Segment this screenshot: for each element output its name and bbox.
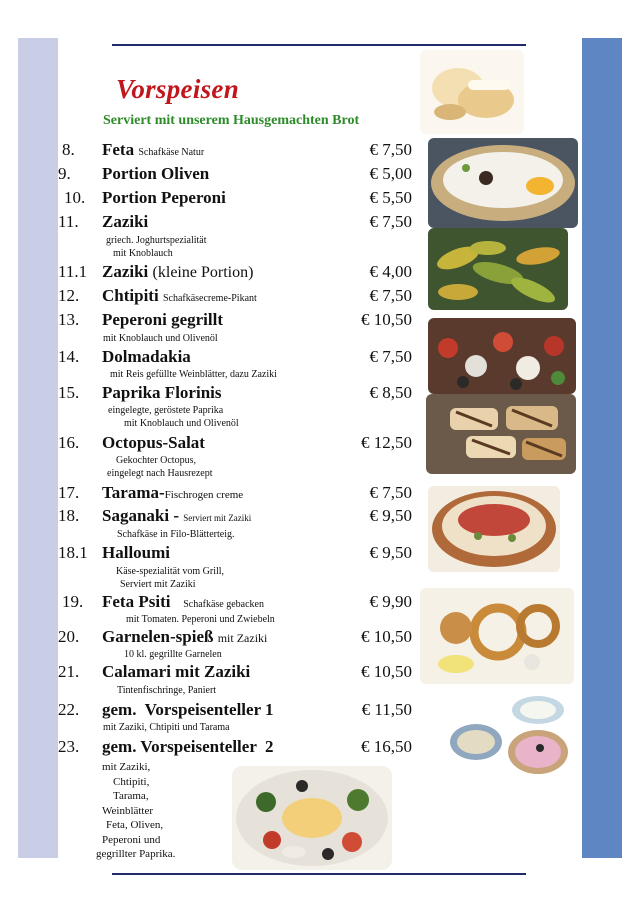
item-price: € 9,50 xyxy=(369,543,412,562)
menu-item-11-1 xyxy=(0,262,430,286)
item-number: 18.1 xyxy=(58,543,88,562)
item-price: € 7,50 xyxy=(369,483,412,502)
tarama-dish-photo xyxy=(428,486,560,572)
item-description: mit Reis gefüllte Weinblätter, dazu Zaziki xyxy=(110,369,277,380)
description-line: Chtipiti, xyxy=(113,775,150,788)
description-line: Peperoni und xyxy=(102,833,161,846)
menu-item-18 xyxy=(0,506,430,530)
item-description: Serviert mit Zaziki xyxy=(120,579,196,590)
page-subtitle: Serviert mit unserem Hausgemachten Brot xyxy=(103,113,360,128)
item-description: Käse-spezialität vom Grill, xyxy=(116,566,225,577)
item-price: € 7,50 xyxy=(369,140,412,159)
item-name: Calamari mit Zaziki xyxy=(102,662,251,681)
item-name: Garnelen-spieß xyxy=(102,627,214,646)
item-price: € 7,50 xyxy=(369,347,412,366)
menu-item-13 xyxy=(0,310,430,334)
grilled-peppers-photo xyxy=(428,228,568,310)
item-price: € 7,50 xyxy=(369,286,412,305)
item-price: € 12,50 xyxy=(361,433,412,452)
calamari-photo xyxy=(420,588,574,684)
item-price: € 10,50 xyxy=(361,627,412,646)
octopus-salad-photo xyxy=(428,318,576,394)
item-description: Schafkäse in Filo-Blätterteig. xyxy=(117,529,235,540)
item-description: mit Tomaten. Peperoni und Zwiebeln xyxy=(126,614,275,625)
item-note: Fischrogen creme xyxy=(164,489,244,501)
item-price: € 5,00 xyxy=(369,164,412,183)
item-description: 10 kl. gegrillte Garnelen xyxy=(124,649,222,660)
item-price: € 7,50 xyxy=(369,212,412,231)
item-name: Feta Psiti xyxy=(102,592,171,611)
item-number: 17. xyxy=(58,483,80,502)
menu-item-23 xyxy=(0,737,430,761)
page-title: Vorspeisen xyxy=(116,74,240,104)
menu-item-21 xyxy=(0,662,430,686)
menu-item-16 xyxy=(0,433,430,457)
item-description: mit Knoblauch xyxy=(113,248,173,259)
item-price: € 9,50 xyxy=(369,506,412,525)
item-price: € 4,00 xyxy=(369,262,412,281)
item-note: mit Zaziki xyxy=(217,631,268,645)
item-note: Serviert mit Zaziki xyxy=(183,513,252,523)
item-description: mit Zaziki, Chtipiti und Tarama xyxy=(103,722,230,733)
item-name: Feta xyxy=(102,140,135,159)
item-name: Octopus-Salat xyxy=(102,433,205,452)
description-line: gegrillter Paprika. xyxy=(96,848,176,860)
item-number: 22. xyxy=(58,700,80,719)
mezze-platter-photo xyxy=(232,766,392,870)
item-name: Zaziki xyxy=(102,212,149,231)
item-number: 14. xyxy=(58,347,80,366)
item-description: mit Knoblauch und Olivenöl xyxy=(124,418,239,429)
item-price: € 10,50 xyxy=(361,662,412,681)
item-price: € 9,90 xyxy=(369,592,412,611)
item-name: Dolmadakia xyxy=(102,347,191,366)
menu-item-17 xyxy=(0,483,430,507)
item-23-description xyxy=(96,760,176,862)
item-number: 10. xyxy=(64,188,86,207)
item-number: 12. xyxy=(58,286,80,305)
description-line: Weinblätter xyxy=(102,804,154,817)
item-name: gem. Vorspeisenteller 2 xyxy=(102,737,274,756)
bread-photo xyxy=(420,50,524,134)
item-name: Paprika Florinis xyxy=(102,383,222,402)
item-number: 16. xyxy=(58,433,80,452)
item-note: Schafkäse Natur xyxy=(138,147,205,158)
item-number: 11.1 xyxy=(58,262,88,281)
top-rule xyxy=(112,44,526,46)
item-price: € 5,50 xyxy=(369,188,412,207)
item-name: Halloumi xyxy=(102,543,171,562)
item-number: 19. xyxy=(62,592,84,611)
item-name: Saganaki - xyxy=(102,506,179,525)
menu-item-12 xyxy=(0,286,430,310)
item-name: Chtipiti xyxy=(102,286,159,305)
item-description: mit Knoblauch und Olivenöl xyxy=(103,333,218,344)
item-description: eingelegte, geröstete Paprika xyxy=(108,405,224,416)
description-line: mit Zaziki, xyxy=(102,761,151,773)
item-number: 21. xyxy=(58,662,80,681)
item-number: 13. xyxy=(58,310,80,329)
item-description: Gekochter Octopus, xyxy=(116,455,196,466)
item-number: 8. xyxy=(62,140,75,159)
menu-item-11 xyxy=(0,212,430,236)
item-description: eingelegt nach Hausrezept xyxy=(107,468,213,479)
item-number: 23. xyxy=(58,737,80,756)
item-description: griech. Joghurtspezialität xyxy=(106,235,207,246)
menu-item-8 xyxy=(0,140,430,164)
item-number: 9. xyxy=(58,164,71,183)
item-name: Portion Oliven xyxy=(102,164,210,183)
item-number: 18. xyxy=(58,506,80,525)
item-price: € 8,50 xyxy=(369,383,412,402)
skewers-photo xyxy=(426,394,576,474)
item-price: € 10,50 xyxy=(361,310,412,329)
item-number: 15. xyxy=(58,383,80,402)
right-decorative-band xyxy=(582,38,622,858)
item-name: Portion Peperoni xyxy=(102,188,226,207)
zaziki-photo xyxy=(428,138,578,228)
description-line: Tarama, xyxy=(113,790,149,802)
menu-item-18-1 xyxy=(0,543,430,567)
item-note: Schafkäse gebacken xyxy=(183,599,264,610)
bottom-rule xyxy=(112,873,526,875)
menu-item-10 xyxy=(0,188,430,212)
mixed-dips-photo xyxy=(446,690,574,780)
item-number: 11. xyxy=(58,212,79,231)
item-name: Peperoni gegrillt xyxy=(102,310,224,329)
item-description: Tintenfischringe, Paniert xyxy=(117,685,217,696)
item-price: € 16,50 xyxy=(361,737,412,756)
item-name: gem. Vorspeisenteller 1 xyxy=(102,700,274,719)
item-note: (kleine Portion) xyxy=(152,264,254,281)
description-line: Feta, Oliven, xyxy=(106,819,164,831)
item-note: Schafkäsecreme-Pikant xyxy=(162,293,257,304)
item-name: Tarama- xyxy=(102,483,165,502)
item-name: Zaziki xyxy=(102,262,149,281)
item-number: 20. xyxy=(58,627,80,646)
menu-item-9 xyxy=(0,164,430,188)
item-price: € 11,50 xyxy=(361,700,412,719)
